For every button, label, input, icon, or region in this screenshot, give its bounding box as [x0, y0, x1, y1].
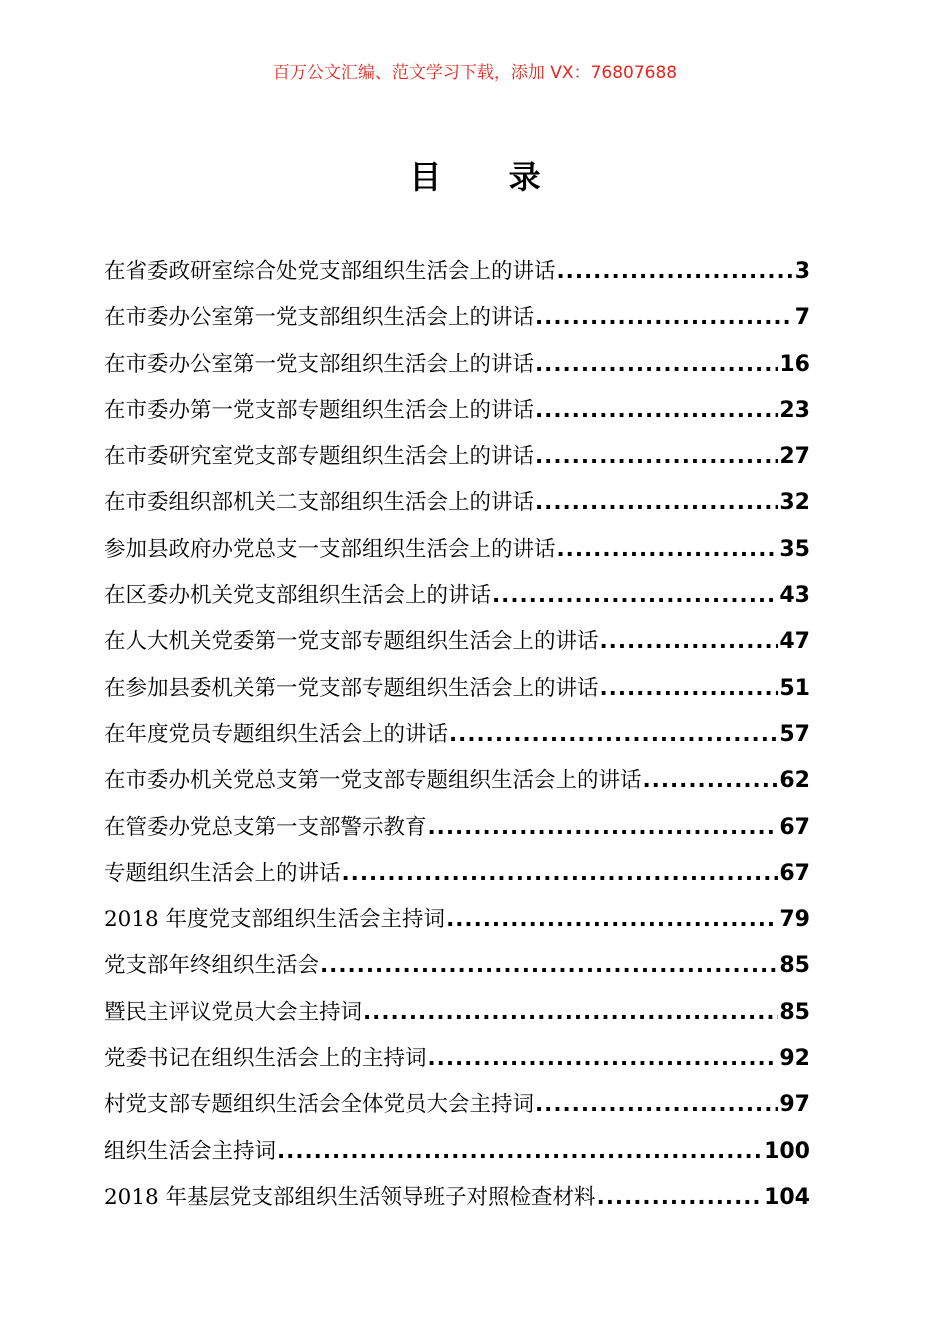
toc-dot-leader [342, 851, 779, 897]
toc-entry[interactable] [104, 434, 810, 480]
toc-dot-leader [363, 990, 778, 1036]
toc-dot-leader [535, 295, 794, 341]
toc-dot-leader [597, 1175, 764, 1221]
toc-entry-title: 在市委办公室第一党支部组织生活会上的讲话 [104, 305, 535, 331]
toc-dot-leader [428, 1036, 779, 1082]
toc-entry-page-number: 43 [779, 583, 810, 609]
toc-entry-title: 在参加县委机关第一党支部专题组织生活会上的讲话 [104, 675, 599, 701]
toc-entry-page-number: 51 [779, 675, 810, 701]
toc-entry-page-number: 47 [779, 629, 810, 655]
toc-entry-title: 在市委组织部机关二支部组织生活会上的讲话 [104, 490, 535, 516]
toc-entry[interactable] [104, 573, 810, 619]
toc-dot-leader [535, 1082, 778, 1128]
toc-entry-page-number: 62 [779, 768, 810, 794]
toc-title: 目 录 [409, 158, 569, 196]
toc-entry[interactable] [104, 712, 810, 758]
toc-entry-page-number: 100 [764, 1138, 810, 1164]
toc-entry-page-number: 32 [779, 490, 810, 516]
toc-dot-leader [535, 434, 778, 480]
toc-entry-page-number: 57 [779, 721, 810, 747]
toc-entry-title: 参加县政府办党总支一支部组织生活会上的讲话 [104, 536, 556, 562]
toc-entry-title: 组织生活会主持词 [104, 1138, 277, 1164]
toc-entry-page-number: 85 [779, 999, 810, 1025]
toc-entry[interactable] [104, 527, 810, 573]
toc-entry-page-number: 23 [779, 397, 810, 423]
toc-dot-leader [535, 342, 778, 388]
toc-dot-leader [449, 712, 778, 758]
toc-entry-page-number: 67 [779, 860, 810, 886]
toc-dot-leader [492, 573, 778, 619]
toc-entry-page-number: 67 [779, 814, 810, 840]
toc-list [104, 249, 810, 1221]
toc-entry[interactable] [104, 619, 810, 665]
toc-dot-leader [535, 480, 778, 526]
toc-entry-title: 2018 年基层党支部组织生活领导班子对照检查材料 [104, 1184, 596, 1210]
toc-entry[interactable] [104, 1036, 810, 1082]
toc-entry-title: 在人大机关党委第一党支部专题组织生活会上的讲话 [104, 629, 599, 655]
toc-entry-title: 党委书记在组织生活会上的主持词 [104, 1046, 427, 1072]
toc-entry[interactable] [104, 249, 810, 295]
toc-entry[interactable] [104, 1082, 810, 1128]
toc-entry[interactable] [104, 666, 810, 712]
toc-entry-page-number: 85 [779, 953, 810, 979]
toc-entry[interactable] [104, 295, 810, 341]
toc-entry[interactable] [104, 851, 810, 897]
toc-dot-leader [320, 943, 778, 989]
toc-dot-leader [557, 527, 779, 573]
toc-entry[interactable] [104, 480, 810, 526]
toc-entry-title: 专题组织生活会上的讲话 [104, 860, 341, 886]
toc-dot-leader [643, 758, 779, 804]
toc-entry-title: 在管委办党总支第一支部警示教育 [104, 814, 427, 840]
toc-entry[interactable] [104, 388, 810, 434]
toc-entry-page-number: 97 [779, 1092, 810, 1118]
toc-entry-page-number: 16 [779, 351, 810, 377]
toc-entry-title: 2018 年度党支部组织生活会主持词 [104, 907, 446, 933]
toc-dot-leader [277, 1129, 763, 1175]
toc-entry-page-number: 35 [779, 536, 810, 562]
toc-entry-title: 在省委政研室综合处党支部组织生活会上的讲话 [104, 259, 556, 284]
toc-entry-page-number: 27 [779, 444, 810, 470]
toc-entry-title: 党支部年终组织生活会 [104, 953, 320, 979]
toc-entry[interactable] [104, 897, 810, 943]
toc-dot-leader [428, 805, 779, 851]
toc-entry-title: 在市委办机关党总支第一党支部专题组织生活会上的讲话 [104, 768, 642, 794]
toc-entry[interactable] [104, 342, 810, 388]
toc-entry[interactable] [104, 805, 810, 851]
toc-entry-page-number: 79 [779, 907, 810, 933]
toc-dot-leader [600, 619, 779, 665]
toc-entry-page-number: 92 [779, 1046, 810, 1072]
toc-entry-title: 在市委办第一党支部专题组织生活会上的讲话 [104, 397, 535, 423]
toc-dot-leader [557, 249, 794, 295]
toc-entry-title: 村党支部专题组织生活会全体党员大会主持词 [104, 1092, 535, 1118]
toc-dot-leader [600, 666, 779, 712]
toc-entry-page-number: 7 [794, 305, 810, 331]
toc-dot-leader [535, 388, 778, 434]
toc-entry-title: 在年度党员专题组织生活会上的讲话 [104, 721, 449, 747]
toc-entry-title: 在市委研究室党支部专题组织生活会上的讲话 [104, 444, 535, 470]
toc-entry[interactable] [104, 943, 810, 989]
toc-entry-title: 在市委办公室第一党支部组织生活会上的讲话 [104, 351, 535, 377]
toc-entry-title: 暨民主评议党员大会主持词 [104, 999, 363, 1025]
toc-entry[interactable] [104, 990, 810, 1036]
toc-entry-page-number: 3 [794, 259, 810, 284]
toc-entry-title: 在区委办机关党支部组织生活会上的讲话 [104, 583, 492, 609]
toc-entry[interactable] [104, 1129, 810, 1175]
header-note: 百万公文汇编、范文学习下载，添加 VX：76807688 [272, 63, 678, 83]
toc-entry-page-number: 104 [764, 1184, 810, 1210]
toc-dot-leader [446, 897, 778, 943]
toc-entry[interactable] [104, 1175, 810, 1221]
toc-entry[interactable] [104, 758, 810, 804]
